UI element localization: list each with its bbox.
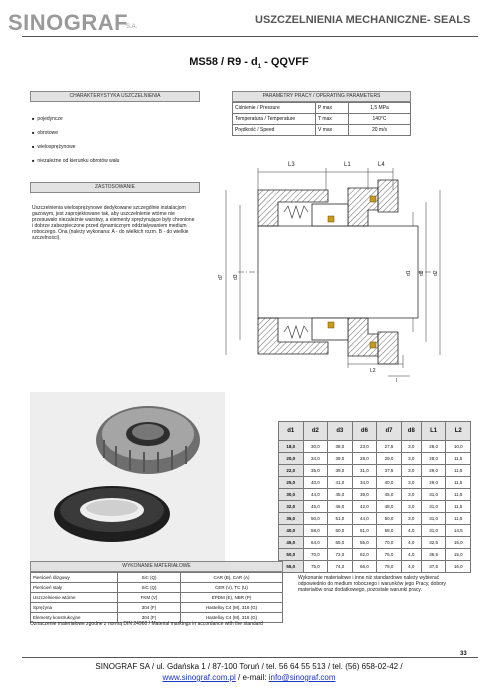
table-cell: Hastelloy C4 (M), 316 (G) [181,613,283,623]
materials-heading: WYKONANIE MATERIAŁOWE [30,561,283,572]
table-cell: 40,0 [303,477,328,489]
table-cell: 78,0 [377,561,402,573]
model-title-main: MS58 / R9 - d [189,56,258,68]
table-cell: 29,0 [377,453,402,465]
table-cell: 66,0 [352,561,377,573]
table-cell: 4,0 [401,549,421,561]
params-table [232,102,411,136]
table-cell: 28,0 [352,453,377,465]
table-cell: 50,0 [377,513,402,525]
table-cell: 36,5 [421,549,446,561]
table-cell: 18,0 [279,441,304,453]
model-title-sub: 1 [257,64,262,71]
table-cell: 35,0 [279,513,304,525]
table-row [233,125,411,136]
table-cell: 55,0 [279,561,304,573]
table-cell: 27,5 [377,441,402,453]
table-cell: 3,0 [401,489,421,501]
table-cell: 70,0 [377,537,402,549]
list-item: ■ obrotowe [32,130,212,136]
materials-table [30,572,283,623]
website-link[interactable]: www.sinograf.com.pl [162,673,236,682]
table-row [31,603,283,613]
table-cell: 304 (F) [118,613,181,623]
table-cell: 46,0 [328,501,353,513]
table-row [279,561,471,573]
table-cell: SiC (Q) [118,583,181,593]
table-cell: 45,0 [328,489,353,501]
table-cell: 31,0 [421,525,446,537]
table-cell: 28,0 [421,441,446,453]
table-cell: 37,5 [377,465,402,477]
table-cell: 29,0 [421,477,446,489]
table-cell: 16,0 [446,561,471,573]
seal-cross-section-drawing [218,150,460,382]
table-cell: 74,0 [328,561,353,573]
list-item: ■ wielosprężynowe [32,144,212,150]
table-cell: 31,0 [421,501,446,513]
seal-product-photo [30,392,225,562]
table-cell: Uszczelnienie wtórne [31,593,118,603]
dim-label: d3 [233,274,239,280]
table-cell: Elementy konstrukcyjne [31,613,118,623]
dim-label: d7 [218,274,224,280]
table-cell: 11,5 [446,465,471,477]
table-cell: 60,0 [328,525,353,537]
table-cell: 15,0 [446,537,471,549]
table-cell: 37,5 [421,561,446,573]
table-cell: 11,5 [446,477,471,489]
table-cell: 22,0 [279,465,304,477]
table-cell: 3,0 [401,453,421,465]
characteristics-heading: CHARAKTERYSTYKA USZCZELNIENIA [30,91,200,102]
column-header: L1 [421,422,446,441]
dim-label: d1 [406,270,412,276]
page-header-title: USZCZELNIENIA MECHANICZNE- SEALS [255,14,471,26]
table-cell: 34,0 [352,477,377,489]
table-row [31,593,283,603]
table-row [279,525,471,537]
column-header: d2 [303,422,328,441]
dim-label: l [396,378,398,382]
table-cell: 40,0 [279,525,304,537]
table-cell: 45,0 [303,501,328,513]
dim-label: L1 [344,162,351,168]
column-header: d6 [352,422,377,441]
param-symbol: V max [316,125,349,136]
table-cell: 65,0 [328,537,353,549]
column-header: d1 [279,422,304,441]
table-row [279,441,471,453]
model-title [0,56,498,70]
table-cell: 11,5 [446,501,471,513]
param-value: 20 m/s [349,125,411,136]
table-cell: 70,0 [303,549,328,561]
table-cell: 38,0 [328,441,353,453]
table-cell: 55,0 [352,537,377,549]
table-cell: 50,0 [303,513,328,525]
table-cell: 10,0 [446,441,471,453]
table-cell: 45,0 [377,489,402,501]
table-cell: 48,0 [377,501,402,513]
table-cell: FKM (V) [118,593,181,603]
table-cell: 20,0 [279,453,304,465]
table-header-row [279,422,471,441]
table-cell: SiC (Q) [118,573,181,583]
table-cell: Pierścień ślizgowy [31,573,118,583]
column-header: d7 [377,422,402,441]
table-cell: 11,5 [446,513,471,525]
table-cell: 11,5 [446,489,471,501]
table-row [279,477,471,489]
table-cell: 4,0 [401,537,421,549]
table-cell: 64,0 [303,537,328,549]
table-cell: 15,0 [446,549,471,561]
table-row [233,103,411,114]
param-label: Ciśnienie / Pressure [233,103,316,114]
table-cell: 30,0 [303,441,328,453]
model-title-suffix: - QQVFF [261,56,309,68]
table-cell: 23,0 [352,441,377,453]
table-row [31,583,283,593]
dimensions-table [278,421,471,573]
table-cell: 3,0 [401,465,421,477]
application-heading: ZASTOSOWANIE [30,182,200,193]
brand-suffix: S.A. [126,24,138,30]
table-cell: 58,0 [303,525,328,537]
table-cell: 4,0 [401,561,421,573]
table-cell: Sprężyna [31,603,118,613]
footer-address: SINOGRAF SA / ul. Gdańska 1 / 87-100 Toruń / tel. 56 64 55 513 / tel. (56) 658-02-42 / [95,662,403,671]
page-number: 33 [460,651,467,657]
table-cell: 14,5 [446,525,471,537]
table-row [279,453,471,465]
table-cell: 304 (F) [118,603,181,613]
table-cell: 44,0 [303,489,328,501]
brand-logo: SINOGRAF [8,10,129,35]
table-cell: 39,0 [352,489,377,501]
dim-label: L2 [370,368,376,374]
table-cell: 4,0 [401,525,421,537]
table-cell: 31,0 [352,465,377,477]
table-row [279,537,471,549]
param-value: 1,5 MPa [349,103,411,114]
table-cell: 29,0 [421,465,446,477]
param-label: Temperatura / Temperature [233,114,316,125]
table-cell: 58,0 [377,525,402,537]
dim-label: d2 [433,270,439,276]
table-row [233,114,411,125]
table-cell: 3,0 [401,477,421,489]
column-header: L2 [446,422,471,441]
param-symbol: T max [316,114,349,125]
table-cell: 34,0 [303,453,328,465]
table-cell: 30,0 [279,489,304,501]
column-header: d8 [401,422,421,441]
characteristics-list [32,116,212,164]
table-cell: Pierścień stały [31,583,118,593]
table-row [279,501,471,513]
params-heading: PARAMETRY PRACY / OPERATING PARAMETERS [232,91,411,102]
table-cell: 35,0 [303,465,328,477]
param-symbol: P max [316,103,349,114]
table-cell: 32,0 [279,501,304,513]
application-text: Uszczelnienia wielosprężynowe dedykowane szczególnie instalacjom gazowym, jest zaprojektowane tak, aby uszczelnienie wtórne nie przesuwało niezależnie warstwy, a elementy sprężynujące były chronione i dobrze zabezpieczone przed dynamicznym oddziaływaniem medium roboczego. Ona (należy wykonana: A - do wielkich rozm. B - do wielkie szczelności). [32,205,195,241]
param-value: 140°C [349,114,411,125]
table-cell: 50,0 [279,549,304,561]
table-cell: 39,0 [328,465,353,477]
table-cell: 3,0 [401,441,421,453]
table-cell: 28,0 [421,453,446,465]
dim-label: d8 [419,270,425,276]
table-cell: 31,0 [421,513,446,525]
table-cell: CAR (B), CAR (A) [181,573,283,583]
table-cell: Hastelloy C4 (M), 316 (G) [181,603,283,613]
table-cell: 45,0 [279,537,304,549]
table-cell: 75,0 [303,561,328,573]
table-cell: 3,0 [401,501,421,513]
table-cell: 51,0 [328,513,353,525]
table-row [279,489,471,501]
table-row [279,513,471,525]
table-cell: CER (V), TC (U) [181,583,283,593]
dim-label: L3 [288,162,295,168]
email-link[interactable]: info@sinograf.com [268,673,336,682]
table-cell: 25,0 [279,477,304,489]
table-cell: 62,0 [352,549,377,561]
table-cell: 44,0 [352,513,377,525]
table-cell: 75,0 [377,549,402,561]
email-label: / e-mail: [235,673,269,682]
table-row [279,549,471,561]
list-item: ■ niezależne od kierunku obrotów wału [32,158,212,164]
table-cell: 32,5 [421,537,446,549]
list-item: ■ pojedyncze [32,116,212,122]
footer-divider [22,657,478,658]
header-divider [22,36,478,37]
table-cell: 11,5 [446,453,471,465]
dim-label: L4 [378,162,385,168]
table-cell: 31,0 [421,489,446,501]
table-cell: EPDM (E), NBR (P) [181,593,283,603]
table-cell: 40,0 [377,477,402,489]
param-label: Prędkość / Speed [233,125,316,136]
table-cell: 42,0 [352,501,377,513]
table-row [279,465,471,477]
table-cell: 72,0 [328,549,353,561]
table-cell: 41,0 [328,477,353,489]
table-cell: 3,0 [401,513,421,525]
table-cell: 51,0 [352,525,377,537]
table-row [31,573,283,583]
footer-contact [0,673,498,682]
column-header: d3 [328,422,353,441]
standard-note: Oznaczenie materiałowe zgodne z normą DIN 24960 / Material markings in accordance with the standard [30,621,263,627]
table-cell: 39,0 [328,453,353,465]
materials-note: Wykonanie materiałowe i inne niż standardowe należy wybierać odpowiednio do medium roboczego i warunków jego Pracy, dobory materiałów oraz dodatkowego, pozostałe warunki pracy. [298,575,447,593]
